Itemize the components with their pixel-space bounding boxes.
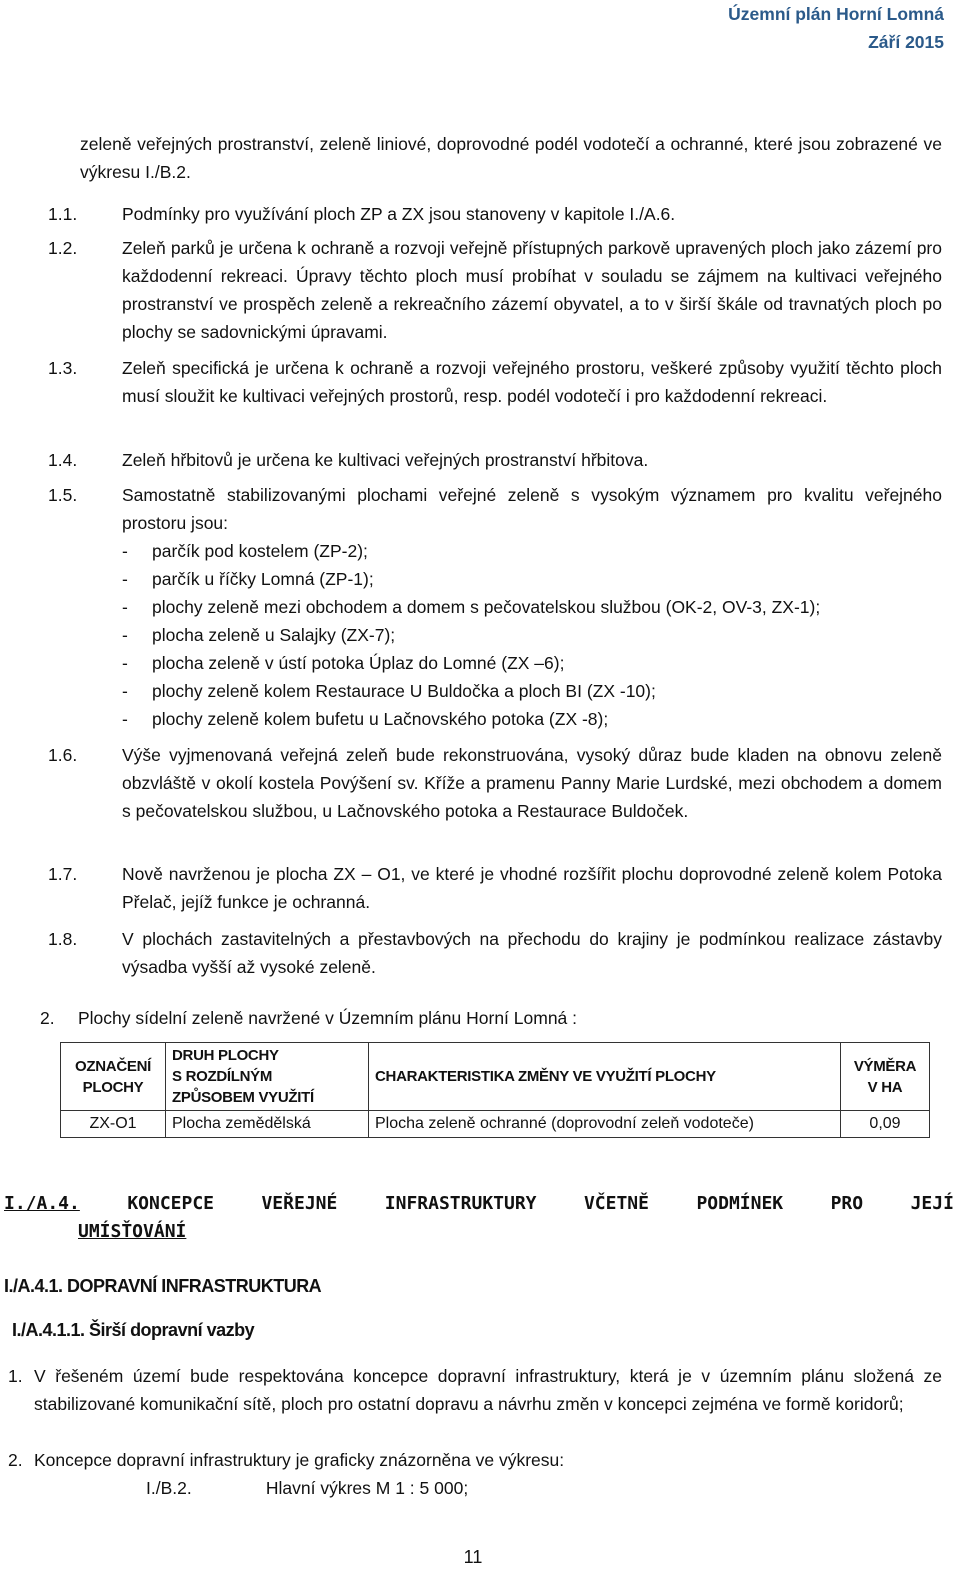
cell-id: ZX-O1 — [61, 1111, 166, 1138]
header-area-ha: VÝMĚRA V HA — [841, 1043, 930, 1111]
item-text: V plochách zastavitelných a přestavbových na přechodu do krajiny je podmínkou realizace zástavby výsadba vyšší až vysoké zeleně. — [122, 929, 942, 977]
document-date: Září 2015 — [868, 32, 944, 52]
heading-word: PODMÍNEK — [696, 1193, 784, 1214]
list-item — [48, 925, 942, 981]
dash-item: - parčík u říčky Lomná (ZP-1); — [122, 565, 942, 593]
list-item — [8, 1362, 942, 1418]
subsubsection-heading: I./A.4.1.1. Širší dopravní vazby — [12, 1320, 255, 1340]
item-text: Samostatně stabilizovanými plochami veřejné zeleně s vysokým významem pro kvalitu veřejného prostoru jsou: — [122, 485, 942, 533]
item-text: Koncepce dopravní infrastruktury je graficky znázorněna ve výkresu: — [34, 1450, 565, 1470]
item-number: 2. — [8, 1450, 23, 1470]
item-number: 1.7. — [48, 864, 78, 884]
item-number: 1.3. — [48, 358, 78, 378]
paragraph-2 — [40, 1004, 942, 1032]
table-header-row — [61, 1043, 930, 1111]
list-item — [8, 1446, 942, 1474]
dash-item: - plochy zeleně kolem Restaurace U Buldočka a ploch BI (ZX -10); — [122, 677, 942, 705]
item-text: Nově navrženou je plocha ZX – O1, ve které je vhodné rozšířit plochu doprovodné zeleně kolem Potoka Přelač, jejíž funkce je ochranná. — [122, 864, 942, 912]
section-heading — [4, 1190, 954, 1246]
header-change-characteristic: CHARAKTERISTIKA ZMĚNY VE VYUŽITÍ PLOCHY — [369, 1043, 841, 1111]
item-number: 1.8. — [48, 929, 78, 949]
subsection-heading: I./A.4.1. DOPRAVNÍ INFRASTRUKTURA — [4, 1276, 322, 1296]
green-areas-list — [122, 537, 942, 733]
item-text: Zeleň parků je určena k ochraně a rozvoji veřejně přístupných parkově upravených ploch jako zázemí pro každodenní rekreaci. Úpravy těchto ploch musí probíhat v souladu se zájmem na kultivaci veřejného prostranství ve prospěch zeleně a rekreačního zázemí obyvatel, a to v širší škále od travnatých ploch po plochy se sadovnickými úpravami. — [122, 238, 942, 342]
item-text: V řešeném území bude respektována koncepce dopravní infrastruktury, která je v územním plánu složená ze stabilizované komunikační sítě, ploch pro ostatní dopravu a návrhu změn v koncepci zejména ve formě koridorů; — [34, 1366, 942, 1414]
item-text: Výše vyjmenovaná veřejná zeleň bude rekonstruována, vysoký důraz bude kladen na obnovu zeleně obzvláště v okolí kostela Povýšení sv. Kříže a pramenu Panny Marie Lurdské, mezi obchodem a domem s pečovatelskou službou, u Lačnovského potoka a Restaurace Buldoček. — [122, 745, 942, 821]
cell-type: Plocha zemědělská — [166, 1111, 369, 1138]
heading-word: INFRASTRUKTURY — [384, 1193, 537, 1214]
list-item — [48, 234, 942, 346]
item-text: Zeleň hřbitovů je určena ke kultivaci veřejných prostranství hřbitova. — [122, 450, 649, 470]
intro-paragraph: zeleně veřejných prostranství, zeleně liniové, doprovodné podél vodotečí a ochranné, které jsou zobrazené ve výkresu I./B.2. — [80, 134, 942, 182]
heading-word: PRO — [830, 1193, 864, 1214]
header-designation: OZNAČENÍ PLOCHY — [61, 1043, 166, 1111]
item-number: 1.1. — [48, 204, 78, 224]
page-header — [728, 0, 944, 56]
drawing-label: Hlavní výkres M 1 : 5 000; — [265, 1478, 469, 1498]
dash-item: - plocha zeleně u Salajky (ZX-7); — [122, 621, 942, 649]
drawing-reference — [146, 1474, 468, 1502]
item-text: Podmínky pro využívání ploch ZP a ZX jsou stanoveny v kapitole I./A.6. — [122, 204, 676, 224]
list-item — [48, 354, 942, 410]
list-item — [48, 200, 942, 228]
cell-desc: Plocha zeleně ochranné (doprovodní zeleň vodoteče) — [369, 1111, 841, 1138]
heading-word: VEŘEJNÉ — [261, 1193, 338, 1214]
drawing-code: I./B.2. — [146, 1478, 192, 1498]
cell-area: 0,09 — [841, 1111, 930, 1138]
dash-item: - parčík pod kostelem (ZP-2); — [122, 537, 942, 565]
item-text: Zeleň specifická je určena k ochraně a rozvoji veřejného prostoru, veškeré způsoby využití těchto ploch musí sloužit ke kultivaci veřejných prostorů, resp. podél vodotečí i pro každodenní rekreaci. — [122, 358, 942, 406]
item-number: 1.2. — [48, 238, 78, 258]
document-title: Územní plán Horní Lomná — [728, 4, 944, 24]
list-item — [48, 446, 942, 474]
heading-word: KONCEPCE — [127, 1193, 215, 1214]
heading-line-2: UMÍSŤOVÁNÍ — [78, 1221, 187, 1242]
header-area-type: DRUH PLOCHY S ROZDÍLNÝM ZPŮSOBEM VYUŽITÍ — [166, 1043, 369, 1111]
item-number: 1. — [8, 1366, 23, 1386]
page-number: 11 — [463, 1547, 483, 1567]
dash-item: - plochy zeleně kolem bufetu u Lačnovského potoka (ZX -8); — [122, 705, 942, 733]
item-number: 1.5. — [48, 485, 78, 505]
list-item — [48, 860, 942, 916]
item-number: 1.6. — [48, 745, 78, 765]
paragraph-number: 2. — [40, 1008, 55, 1028]
paragraph-text: Plochy sídelní zeleně navržené v Územním plánu Horní Lomná : — [78, 1008, 578, 1028]
item-number: 1.4. — [48, 450, 78, 470]
dash-item: - plocha zeleně v ústí potoka Úplaz do Lomné (ZX –6); — [122, 649, 942, 677]
heading-word: JEJÍ — [910, 1193, 954, 1214]
dash-item: - plochy zeleně mezi obchodem a domem s pečovatelskou službou (OK-2, OV-3, ZX-1); — [122, 593, 942, 621]
section-number: I./A.4. — [4, 1193, 80, 1214]
heading-word: VČETNĚ — [583, 1193, 649, 1214]
table-row — [61, 1111, 930, 1138]
list-item — [48, 741, 942, 825]
list-item — [48, 481, 942, 733]
green-areas-table — [60, 1042, 930, 1138]
